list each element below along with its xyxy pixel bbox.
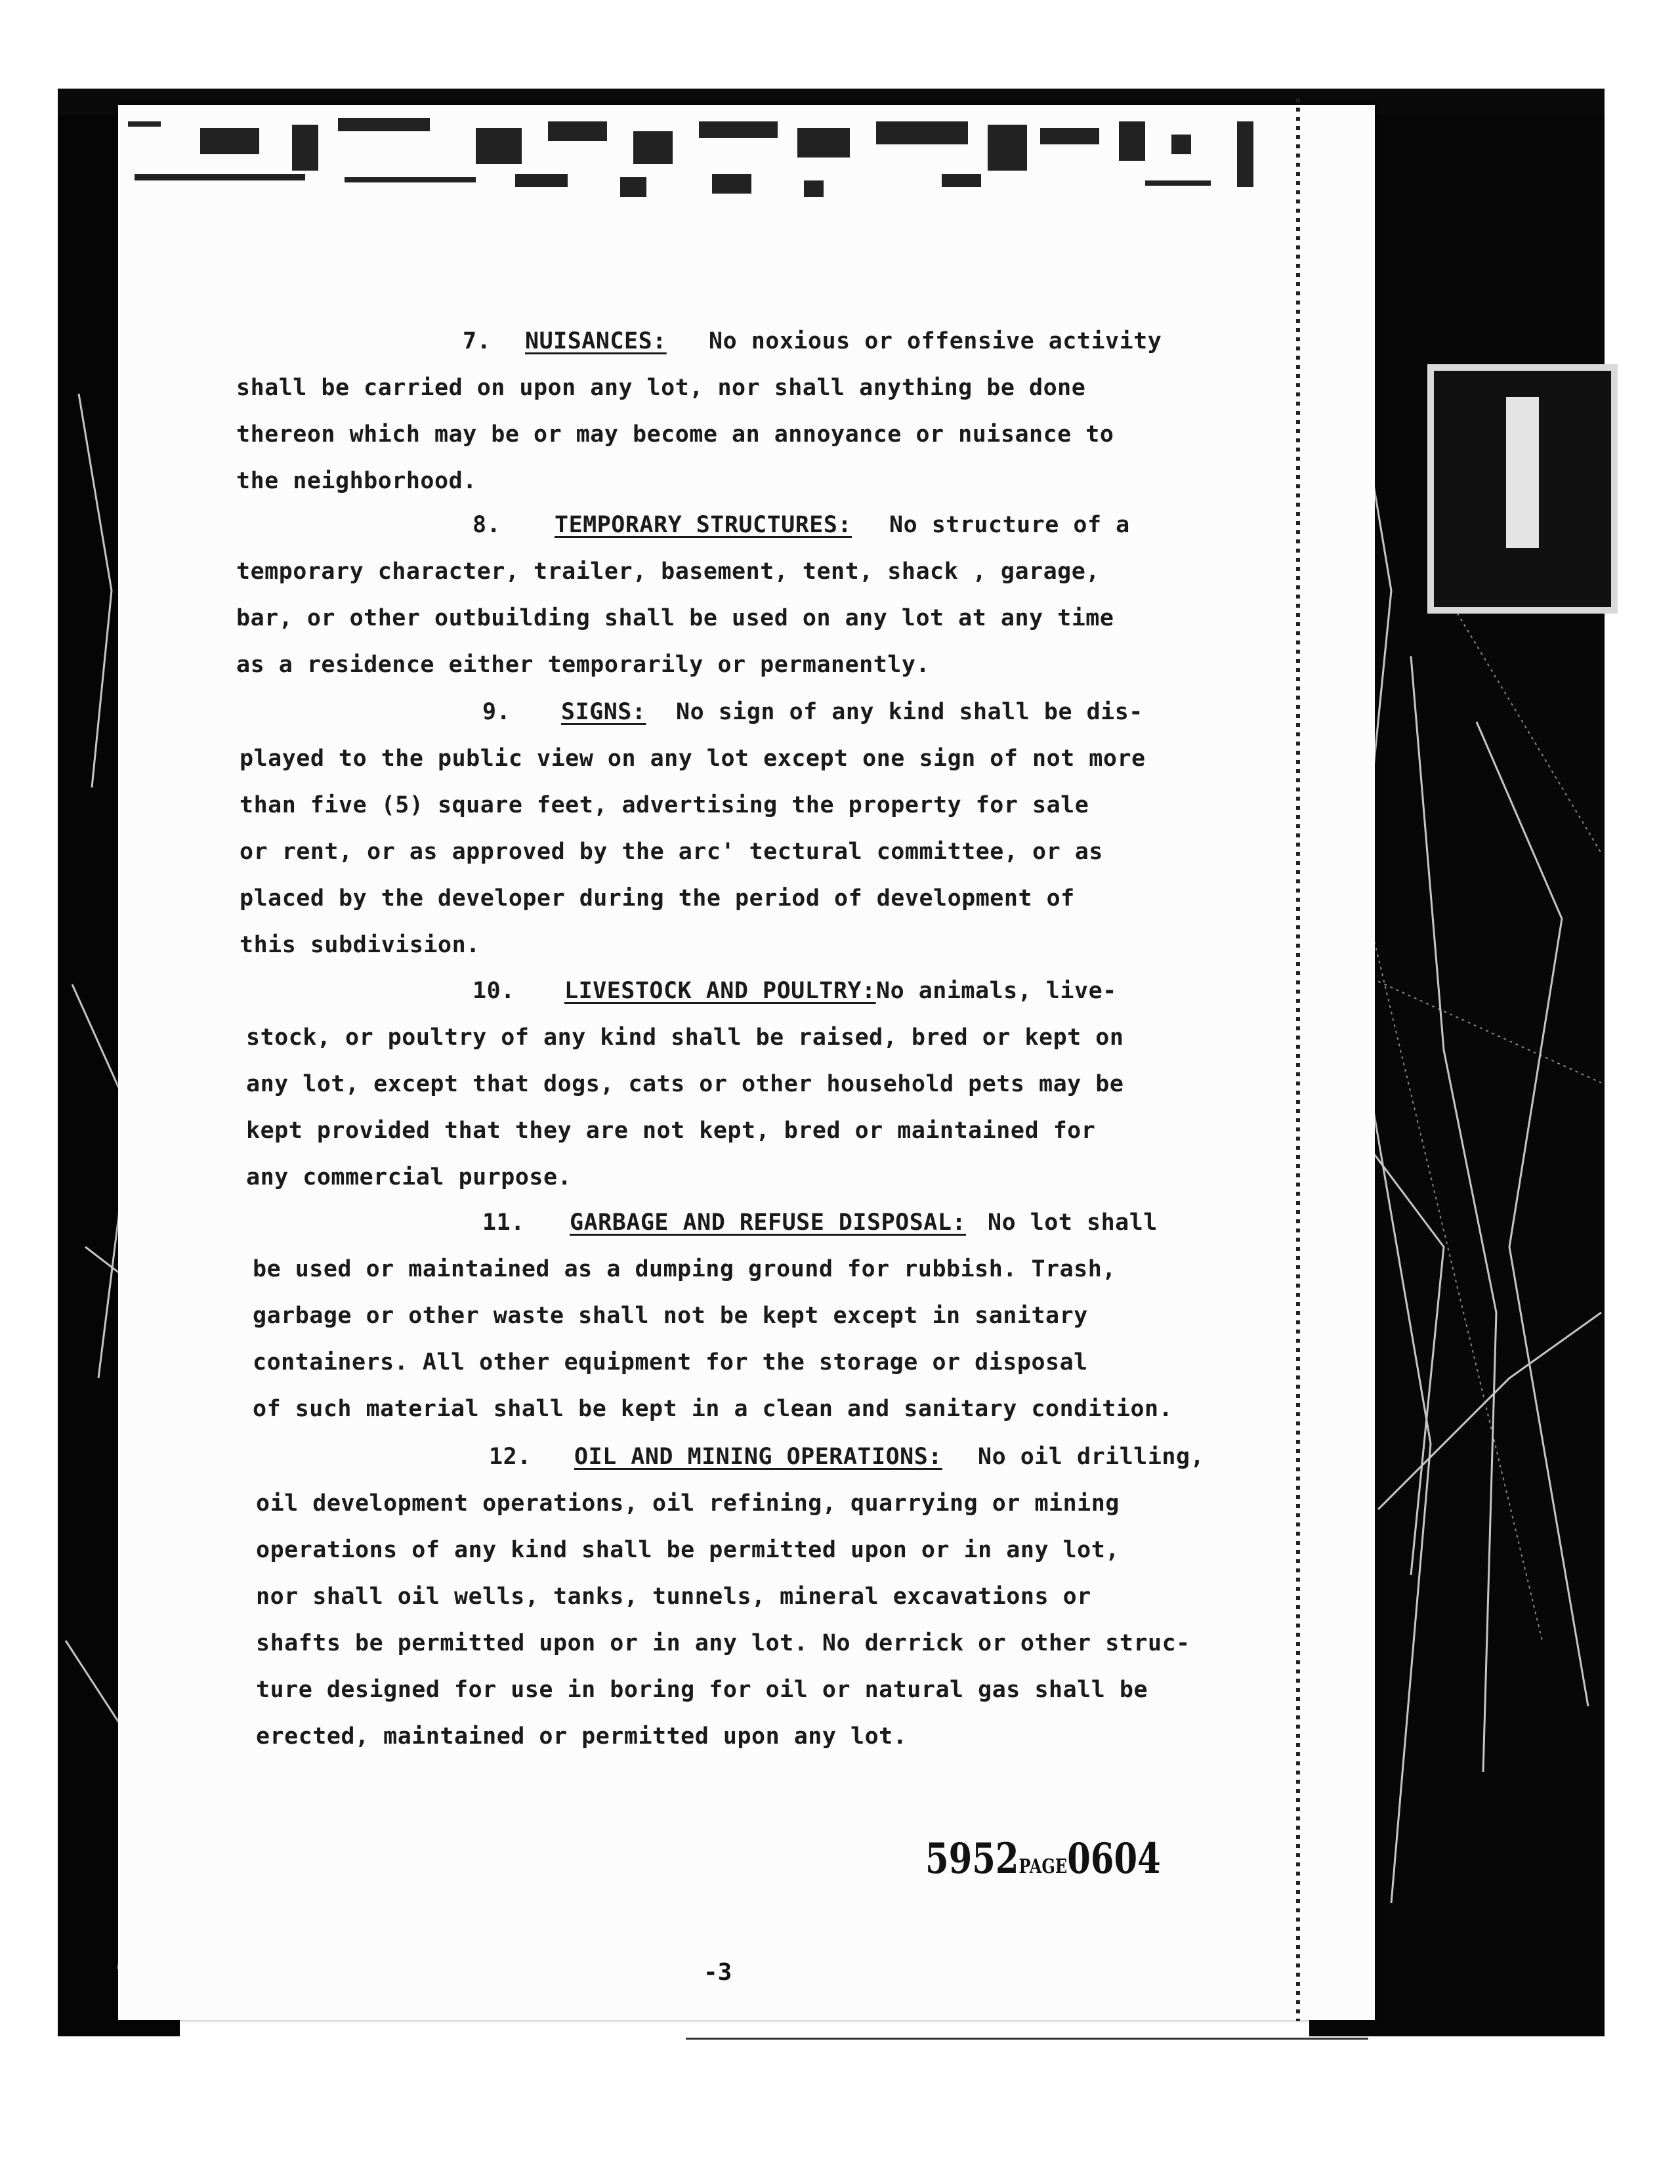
section-text-line: kept provided that they are not kept, bred or maintained for bbox=[246, 1118, 1096, 1144]
section-text-line: the neighborhood. bbox=[236, 468, 477, 494]
section-text-line: ture designed for use in boring for oil or natural gas shall be bbox=[256, 1677, 1148, 1703]
section-text-line: No oil drilling, bbox=[978, 1444, 1205, 1470]
section-text-line: No structure of a bbox=[889, 512, 1130, 538]
section-text-line: shall be carried on upon any lot, nor shall anything be done bbox=[236, 375, 1086, 401]
section-text-line: shafts be permitted upon or in any lot. No derrick or other struc- bbox=[256, 1630, 1190, 1656]
section-text-line: containers. All other equipment for the storage or disposal bbox=[253, 1349, 1088, 1376]
section-heading: SIGNS: bbox=[561, 699, 646, 725]
section-text-line: placed by the developer during the period of development of bbox=[240, 885, 1075, 912]
section-text-line: oil development operations, oil refining, quarrying or mining bbox=[256, 1490, 1120, 1517]
section-text-line: operations of any kind shall be permitted upon or in any lot, bbox=[256, 1537, 1120, 1563]
section-text-line: nor shall oil wells, tanks, tunnels, mineral excavations or bbox=[256, 1584, 1091, 1610]
section-heading: LIVESTOCK AND POULTRY: bbox=[564, 978, 876, 1004]
section-heading: GARBAGE AND REFUSE DISPOSAL: bbox=[570, 1209, 967, 1236]
page-number: -3 bbox=[704, 1959, 732, 1986]
edge-strip bbox=[1296, 98, 1300, 2021]
section-text-line: No noxious or offensive activity bbox=[709, 328, 1162, 354]
section-text-line: No animals, live- bbox=[876, 978, 1117, 1004]
section-text-line: played to the public view on any lot except one sign of not more bbox=[240, 746, 1146, 772]
section-text-line: or rent, or as approved by the arc' tectural committee, or as bbox=[240, 839, 1103, 865]
section-number: 8. bbox=[472, 512, 501, 538]
header-smudge bbox=[121, 108, 1296, 207]
section-text-line: stock, or poultry of any kind shall be raised, bred or kept on bbox=[246, 1024, 1124, 1051]
stamp-page: 0604 bbox=[1067, 1834, 1161, 1883]
section-number: 11. bbox=[482, 1209, 525, 1236]
section-text-line: No sign of any kind shall be dis- bbox=[676, 699, 1143, 725]
section-text-line: garbage or other waste shall not be kept except in sanitary bbox=[253, 1303, 1088, 1329]
bottom-rule bbox=[686, 2038, 1368, 2040]
section-text-line: bar, or other outbuilding shall be used on any lot at any time bbox=[236, 605, 1114, 631]
section-text-line: thereon which may be or may become an annoyance or nuisance to bbox=[236, 421, 1114, 448]
section-heading: OIL AND MINING OPERATIONS: bbox=[574, 1444, 942, 1470]
section-number: 12. bbox=[489, 1444, 532, 1470]
stamp-page-label: PAGE bbox=[1018, 1855, 1068, 1878]
section-text-line: this subdivision. bbox=[240, 932, 480, 958]
section-text-line: as a residence either temporarily or permanently. bbox=[236, 652, 931, 678]
section-heading: NUISANCES: bbox=[525, 328, 667, 354]
section-text-line: temporary character, trailer, basement, tent, shack , garage, bbox=[236, 558, 1100, 585]
section-text-line: erected, maintained or permitted upon any lot. bbox=[256, 1723, 908, 1750]
stamp-book: 5952 bbox=[925, 1834, 1019, 1883]
section-number: 10. bbox=[472, 978, 515, 1004]
section-text-line: any commercial purpose. bbox=[246, 1164, 572, 1190]
photo-artifact bbox=[1427, 364, 1618, 614]
section-text-line: than five (5) square feet, advertising the property for sale bbox=[240, 792, 1089, 818]
section-number: 7. bbox=[463, 328, 492, 354]
section-text-line: any lot, except that dogs, cats or other household pets may be bbox=[246, 1071, 1124, 1097]
section-heading: TEMPORARY STRUCTURES: bbox=[555, 512, 852, 538]
book-page-stamp bbox=[925, 1834, 1161, 1883]
section-number: 9. bbox=[482, 699, 511, 725]
section-text-line: be used or maintained as a dumping ground for rubbish. Trash, bbox=[253, 1256, 1116, 1282]
section-text-line: of such material shall be kept in a clean and sanitary condition. bbox=[253, 1396, 1173, 1422]
section-text-line: No lot shall bbox=[988, 1209, 1158, 1236]
